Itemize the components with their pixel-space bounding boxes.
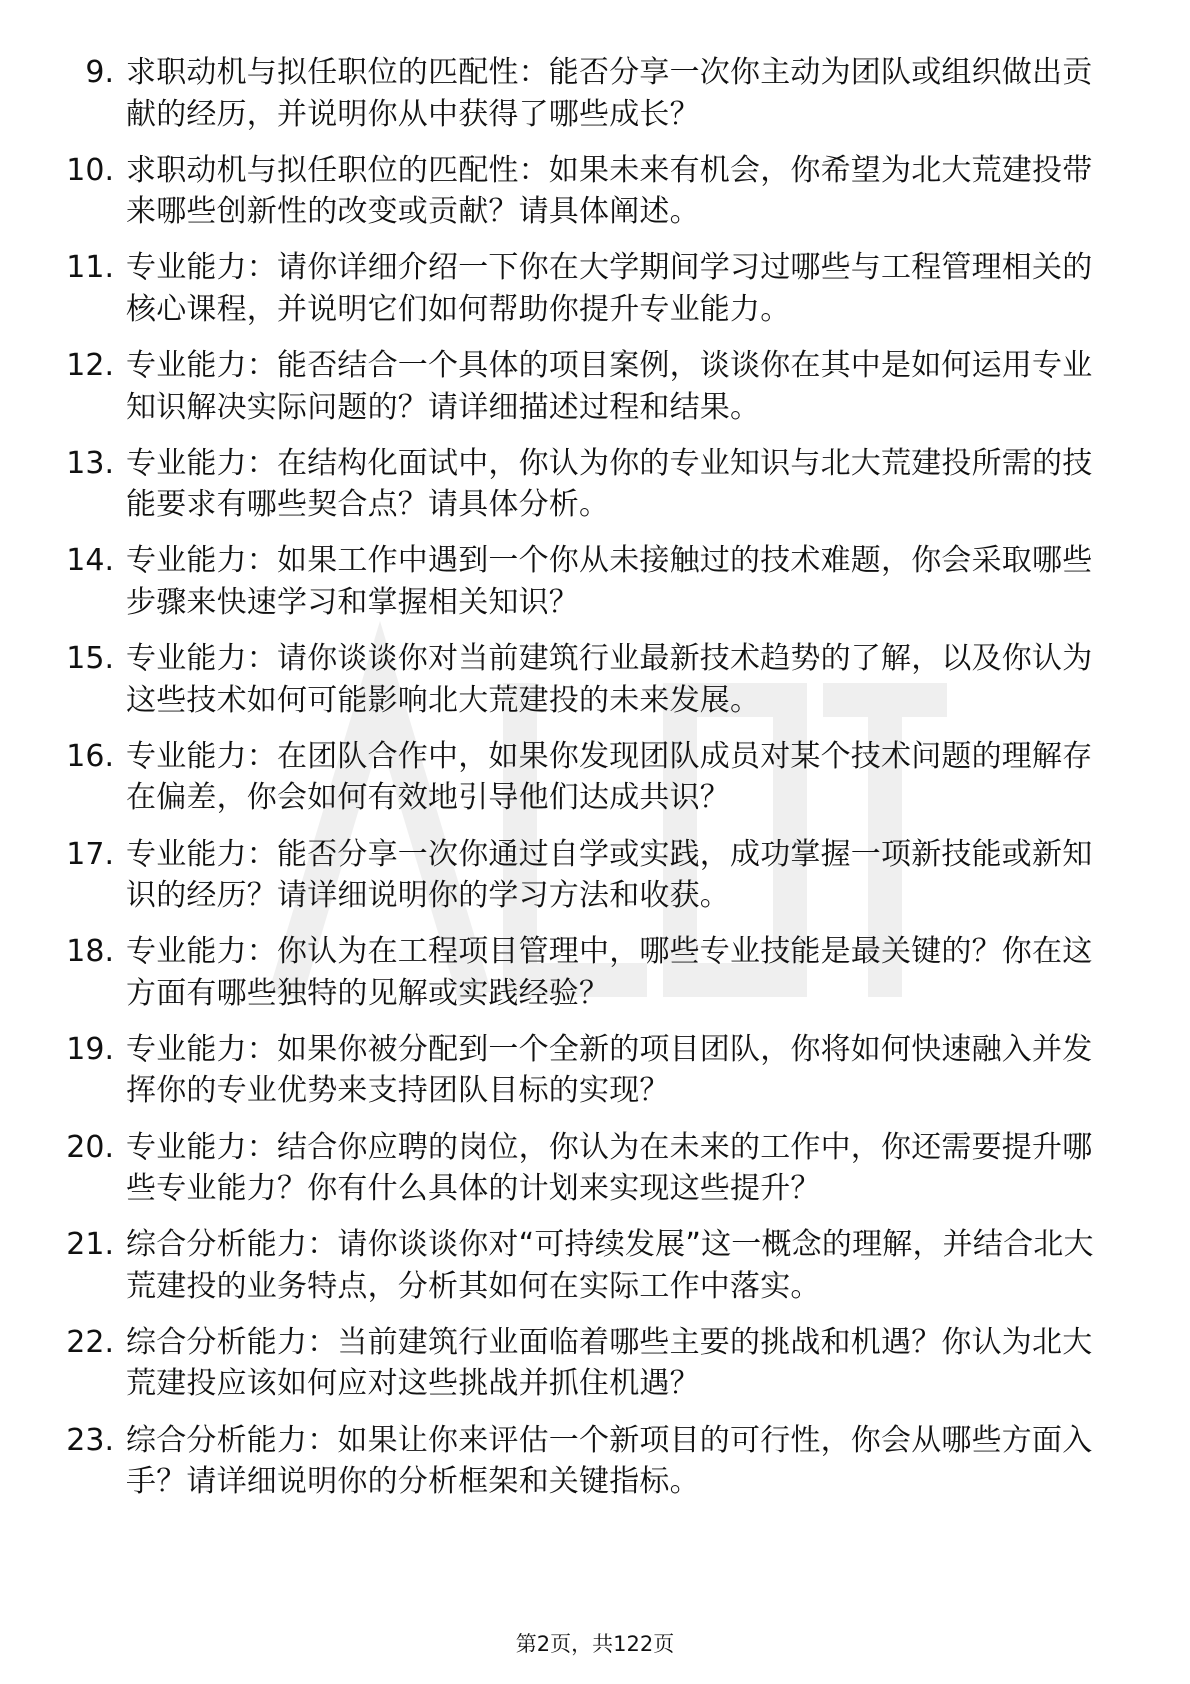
question-item-16 [56,736,1116,819]
question-text: 专业能力：你认为在工程项目管理中，哪些专业技能是最关键的？你在这方面有哪些独特的见解或实践经验？ [126,934,1093,1011]
question-text: 专业能力：如果工作中遇到一个你从未接触过的技术难题，你会采取哪些步骤来快速学习和掌握相关知识？ [126,543,1093,620]
question-text: 专业能力：能否分享一次你通过自学或实践，成功掌握一项新技能或新知识的经历？请详细说明你的学习方法和收获。 [126,836,1093,913]
question-text: 专业能力：请你谈谈你对当前建筑行业最新技术趋势的了解，以及你认为这些技术如何可能影响北大荒建投的未来发展。 [126,641,1093,718]
question-text: 综合分析能力：如果让你来评估一个新项目的可行性，你会从哪些方面入手？请详细说明你的分析框架和关键指标。 [126,1422,1093,1500]
question-item-22 [56,1322,1116,1405]
question-item-9 [56,52,1116,135]
question-number: 12. [66,348,114,384]
question-item-17 [56,834,1116,917]
question-item-23 [56,1420,1116,1503]
question-item-10 [56,150,1116,233]
question-number: 18. [66,934,114,970]
question-number: 17. [66,836,114,872]
question-number: 21. [66,1227,114,1263]
question-number: 20. [66,1129,114,1165]
question-text: 专业能力：如果你被分配到一个全新的项目团队，你将如何快速融入并发挥你的专业优势来支持团队目标的实现？ [126,1031,1093,1109]
question-item-13 [56,443,1116,526]
question-text: 求职动机与拟任职位的匹配性：能否分享一次你主动为团队或组织做出贡献的经历，并说明你从中获得了哪些成长？ [126,55,1093,132]
question-item-15 [56,638,1116,721]
question-text: 专业能力：请你详细介绍一下你在大学期间学习过哪些与工程管理相关的核心课程，并说明它们如何帮助你提升专业能力。 [126,250,1093,327]
question-item-11 [56,247,1116,330]
question-item-18 [56,931,1116,1014]
question-text: 专业能力：能否结合一个具体的项目案例，谈谈你在其中是如何运用专业知识解决实际问题的？请详细描述过程和结果。 [126,348,1093,425]
question-number: 22. [66,1324,114,1360]
question-number: 13. [66,445,114,481]
question-text: 专业能力：在结构化面试中，你认为你的专业知识与北大荒建投所需的技能要求有哪些契合点？请具体分析。 [126,445,1093,523]
question-list [56,52,1116,1517]
question-text: 求职动机与拟任职位的匹配性：如果未来有机会，你希望为北大荒建投带来哪些创新性的改变或贡献？请具体阐述。 [126,152,1093,230]
question-item-19 [56,1029,1116,1112]
question-number: 10. [66,152,114,188]
question-number: 14. [66,543,114,579]
question-text: 综合分析能力：当前建筑行业面临着哪些主要的挑战和机遇？你认为北大荒建投应该如何应对这些挑战并抓住机遇？ [126,1324,1093,1402]
question-number: 15. [66,641,114,677]
question-item-20 [56,1127,1116,1210]
question-item-14 [56,540,1116,623]
question-item-12 [56,345,1116,428]
question-text: 专业能力：结合你应聘的岗位，你认为在未来的工作中，你还需要提升哪些专业能力？你有什么具体的计划来实现这些提升？ [126,1129,1093,1207]
question-number: 9. [85,55,114,90]
question-number: 11. [66,250,114,286]
question-text: 综合分析能力：请你谈谈你对“可持续发展”这一概念的理解，并结合北大荒建投的业务特点，分析其如何在实际工作中落实。 [126,1227,1094,1304]
page-number: 第2页，共122页 [515,1632,675,1656]
question-text: 专业能力：在团队合作中，如果你发现团队成员对某个技术问题的理解存在偏差，你会如何有效地引导他们达成共识？ [126,738,1093,816]
question-item-21 [56,1224,1116,1307]
question-number: 16. [66,738,114,774]
question-number: 23. [66,1422,114,1458]
question-number: 19. [66,1031,114,1067]
